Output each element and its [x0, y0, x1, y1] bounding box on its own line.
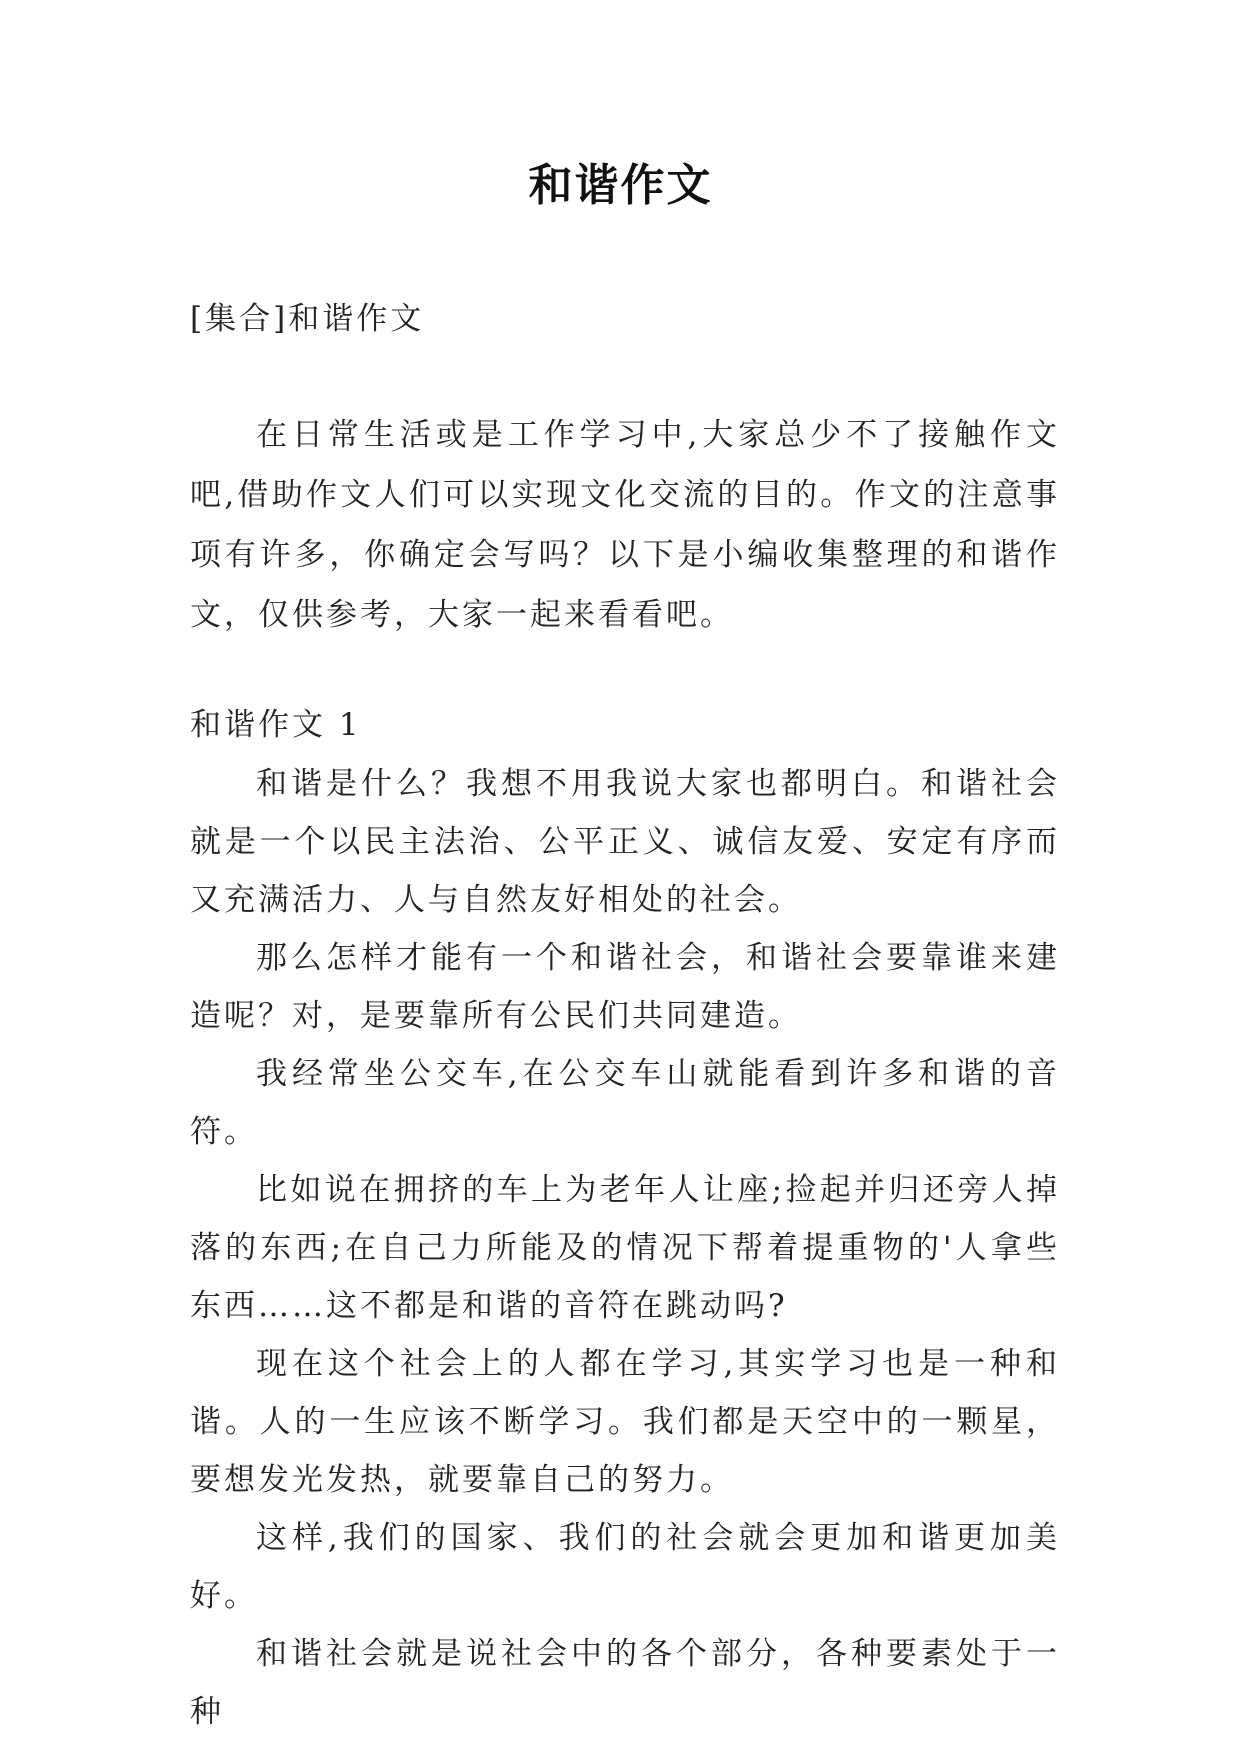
essay-body	[190, 755, 1060, 1741]
intro-paragraph: 在日常生活或是工作学习中,大家总少不了接触作文吧,借助作文人们可以实现文化交流的目的。作文的注意事项有许多，你确定会写吗？以下是小编收集整理的和谐作文，仅供参考，大家一起来看看吧。	[190, 417, 1060, 633]
essay-paragraph: 我经常坐公交车,在公交车山就能看到许多和谐的音符。	[190, 1056, 1060, 1150]
essay-paragraph: 那么怎样才能有一个和谐社会，和谐社会要靠谁来建造呢？对，是要靠所有公民们共同建造。	[190, 940, 1060, 1034]
essay-paragraph: 这样,我们的国家、我们的社会就会更加和谐更加美好。	[190, 1520, 1060, 1614]
essay-paragraph: 比如说在拥挤的车上为老年人让座;捡起并归还旁人掉落的东西;在自己力所能及的情况下帮着提重物的'人拿些东西……这不都是和谐的音符在跳动吗?	[190, 1172, 1060, 1324]
document-subtitle: [集合]和谐作文	[190, 301, 425, 337]
essay-paragraph: 现在这个社会上的人都在学习,其实学习也是一种和谐。人的一生应该不断学习。我们都是天空中的一颗星，要想发光发热，就要靠自己的努力。	[190, 1346, 1060, 1498]
essay-paragraph: 和谐社会就是说社会中的各个部分，各种要素处于一种	[190, 1636, 1060, 1730]
page-title: 和谐作文	[528, 160, 713, 211]
essay-paragraph: 和谐是什么？我想不用我说大家也都明白。和谐社会就是一个以民主法治、公平正义、诚信友爱、安定有序而又充满活力、人与自然友好相处的社会。	[190, 766, 1060, 918]
section-heading: 和谐作文 1	[190, 707, 362, 743]
